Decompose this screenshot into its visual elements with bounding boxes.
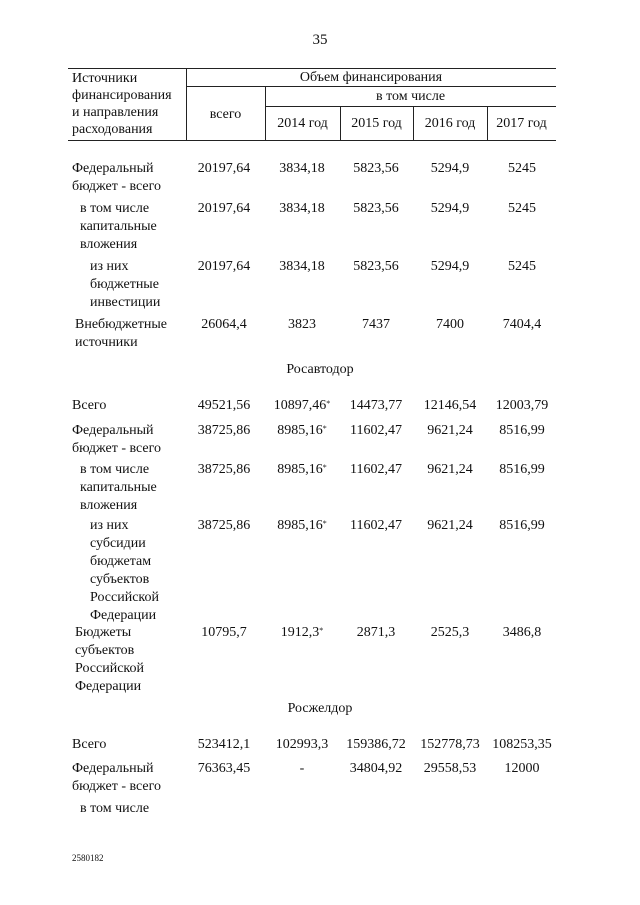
cell-value: 10897,46 (273, 398, 327, 413)
cell-value: 10795,7 (201, 625, 247, 640)
cell-value: 7404,4 (502, 317, 542, 332)
header-year-2014: 2014 год (277, 116, 328, 131)
row-label: Всего (72, 398, 107, 413)
header-source-label: Источники финансирования и направления расходования (72, 71, 172, 137)
cell-value: - (299, 761, 305, 776)
row-label: Всего (72, 737, 107, 752)
cell-value: 20197,64 (197, 201, 251, 216)
cell-year-value (410, 736, 490, 754)
cell-value: 8516,99 (499, 462, 545, 477)
cell-value: 3834,18 (279, 161, 325, 176)
header-including: в том числе (375, 89, 446, 104)
page-number: 35 (312, 32, 328, 48)
row-label: Внебюджетные источники (75, 317, 167, 350)
cell-year-value (336, 160, 416, 178)
cell-year-value (262, 736, 342, 754)
cell-value: 3823 (288, 317, 316, 332)
cell-total (184, 517, 264, 535)
cell-year-value (410, 422, 490, 440)
cell-year-value (262, 258, 342, 276)
cell-value: 1912,3 (280, 625, 320, 640)
header-funding-volume: Объем финансирования (299, 70, 443, 85)
cell-year-value (482, 397, 562, 415)
cell-value: 3834,18 (279, 201, 325, 216)
footnote-star: * (319, 626, 324, 635)
row-label: в том числе (80, 801, 150, 816)
cell-value: 11602,47 (350, 423, 402, 438)
cell-year-value (410, 760, 490, 778)
cell-year-value (482, 736, 562, 754)
row-label: в том числе капитальные вложения (80, 201, 157, 252)
cell-year-value (482, 461, 562, 479)
cell-value: 3834,18 (279, 259, 325, 274)
cell-total (184, 160, 264, 178)
cell-value: 5294,9 (430, 161, 470, 176)
cell-value: 5823,56 (353, 259, 399, 274)
cell-value: 5294,9 (430, 259, 470, 274)
cell-year-value (482, 422, 562, 440)
cell-year-value (336, 397, 416, 415)
cell-year-value (482, 624, 562, 642)
cell-value: 11602,47 (350, 518, 402, 533)
row-label: Бюджеты субъектов Российской Федерации (75, 625, 144, 694)
cell-value: 38725,86 (197, 462, 251, 477)
row-label: Федеральный бюджет - всего (72, 161, 161, 194)
cell-value: 523412,1 (197, 737, 251, 752)
cell-value: 108253,35 (492, 737, 552, 752)
cell-year-value (336, 422, 416, 440)
section-heading: Росавтодор (286, 362, 354, 377)
row-label: Федеральный бюджет - всего (72, 423, 161, 456)
cell-value: 8516,99 (499, 423, 545, 438)
cell-year-value (482, 517, 562, 535)
cell-year-value (410, 624, 490, 642)
cell-year-value (262, 316, 342, 334)
cell-value: 3486,8 (502, 625, 542, 640)
cell-value: 20197,64 (197, 161, 251, 176)
cell-year-value (410, 517, 490, 535)
row-label: Федеральный бюджет - всего (72, 761, 161, 794)
cell-value: 2525,3 (430, 625, 470, 640)
cell-total (184, 760, 264, 778)
footnote-star: * (322, 463, 327, 472)
cell-year-value (262, 160, 342, 178)
cell-year-value (410, 258, 490, 276)
footer-code: 2580182 (72, 853, 104, 863)
cell-value: 14473,77 (349, 398, 403, 413)
header-year-2015: 2015 год (351, 116, 402, 131)
header-including-rule (265, 106, 556, 107)
cell-value: 7437 (362, 317, 390, 332)
cell-year-value (262, 200, 342, 218)
cell-year-value (482, 316, 562, 334)
cell-value: 8985,16 (277, 518, 323, 533)
row-label: из них бюджетные инвестиции (90, 259, 161, 310)
cell-value: 38725,86 (197, 518, 251, 533)
cell-year-value (482, 258, 562, 276)
cell-value: 26064,4 (201, 317, 247, 332)
cell-year-value (262, 760, 342, 778)
cell-value: 34804,92 (349, 761, 403, 776)
cell-year-value (410, 200, 490, 218)
footnote-star: * (326, 399, 331, 408)
cell-year-value (482, 160, 562, 178)
row-label: в том числе капитальные вложения (80, 462, 157, 513)
cell-total (184, 200, 264, 218)
cell-value: 5245 (508, 259, 536, 274)
cell-year-value (410, 397, 490, 415)
cell-value: 12003,79 (495, 398, 549, 413)
cell-year-value (262, 422, 342, 440)
cell-value: 5823,56 (353, 161, 399, 176)
cell-year-value (262, 461, 342, 479)
cell-total (184, 422, 264, 440)
cell-total (184, 397, 264, 415)
cell-year-value (410, 461, 490, 479)
cell-year-value (410, 316, 490, 334)
cell-value: 5823,56 (353, 201, 399, 216)
cell-year-value (482, 200, 562, 218)
cell-year-value (336, 736, 416, 754)
cell-total (184, 461, 264, 479)
cell-value: 152778,73 (420, 737, 480, 752)
cell-year-value (336, 624, 416, 642)
cell-year-value (262, 624, 342, 642)
cell-year-value (262, 517, 342, 535)
cell-value: 29558,53 (423, 761, 477, 776)
cell-value: 12000 (504, 761, 540, 776)
cell-year-value (482, 760, 562, 778)
cell-year-value (336, 517, 416, 535)
row-label: из них субсидии бюджетам субъектов Российской Федерации (90, 518, 159, 623)
footnote-star: * (322, 424, 327, 433)
cell-year-value (410, 160, 490, 178)
cell-value: 9621,24 (427, 518, 473, 533)
header-year-2017: 2017 год (496, 116, 547, 131)
cell-year-value (336, 461, 416, 479)
cell-value: 49521,56 (197, 398, 251, 413)
cell-value: 12146,54 (423, 398, 477, 413)
cell-value: 2871,3 (356, 625, 396, 640)
cell-value: 8516,99 (499, 518, 545, 533)
cell-value: 11602,47 (350, 462, 402, 477)
cell-value: 102993,3 (275, 737, 329, 752)
cell-value: 159386,72 (346, 737, 406, 752)
cell-total (184, 258, 264, 276)
cell-value: 38725,86 (197, 423, 251, 438)
cell-value: 9621,24 (427, 423, 473, 438)
cell-year-value (336, 760, 416, 778)
cell-year-value (262, 397, 342, 415)
cell-total (184, 624, 264, 642)
cell-value: 9621,24 (427, 462, 473, 477)
cell-value: 7400 (436, 317, 464, 332)
footnote-star: * (322, 519, 327, 528)
section-heading: Росжелдор (287, 701, 353, 716)
cell-value: 5245 (508, 161, 536, 176)
cell-value: 5294,9 (430, 201, 470, 216)
cell-year-value (336, 316, 416, 334)
cell-total (184, 316, 264, 334)
cell-year-value (336, 200, 416, 218)
cell-value: 5245 (508, 201, 536, 216)
cell-value: 8985,16 (277, 423, 323, 438)
cell-value: 8985,16 (277, 462, 323, 477)
header-total: всего (209, 107, 242, 122)
cell-value: 20197,64 (197, 259, 251, 274)
cell-year-value (336, 258, 416, 276)
header-bottom-rule (68, 140, 556, 141)
cell-total (184, 736, 264, 754)
header-year-2016: 2016 год (424, 116, 476, 131)
cell-value: 76363,45 (197, 761, 251, 776)
